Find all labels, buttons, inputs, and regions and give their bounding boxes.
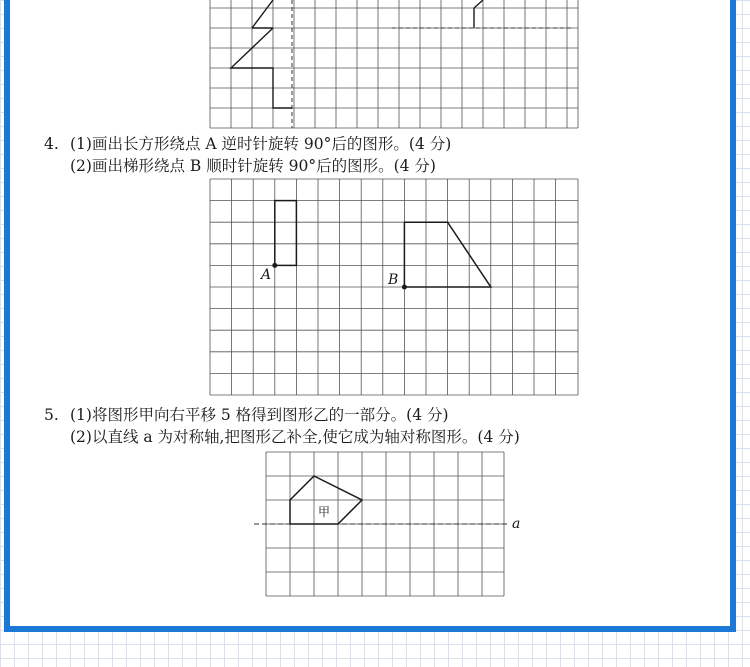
question-5-part-2: (2)以直线 a 为对称轴,把图形乙补全,使它成为轴对称图形。(4 分) <box>70 428 520 446</box>
point-a-label: A <box>261 267 272 283</box>
axis-label: a <box>512 516 521 532</box>
question-number: 5. <box>44 406 59 424</box>
question-4 <box>44 134 451 154</box>
shape-jia-label: 甲 <box>318 505 331 519</box>
point-b-label: B <box>388 272 399 288</box>
question-5 <box>44 405 449 425</box>
question-line: (1)将图形甲向右平移 5 格得到图形乙的一部分。(4 分) <box>70 406 449 424</box>
question-number: 4. <box>44 135 59 153</box>
question-4-part-2: (2)画出梯形绕点 B 顺时针旋转 90°后的图形。(4 分) <box>70 157 436 175</box>
question-line: (1)画出长方形绕点 A 逆时针旋转 90°后的图形。(4 分) <box>70 135 452 153</box>
